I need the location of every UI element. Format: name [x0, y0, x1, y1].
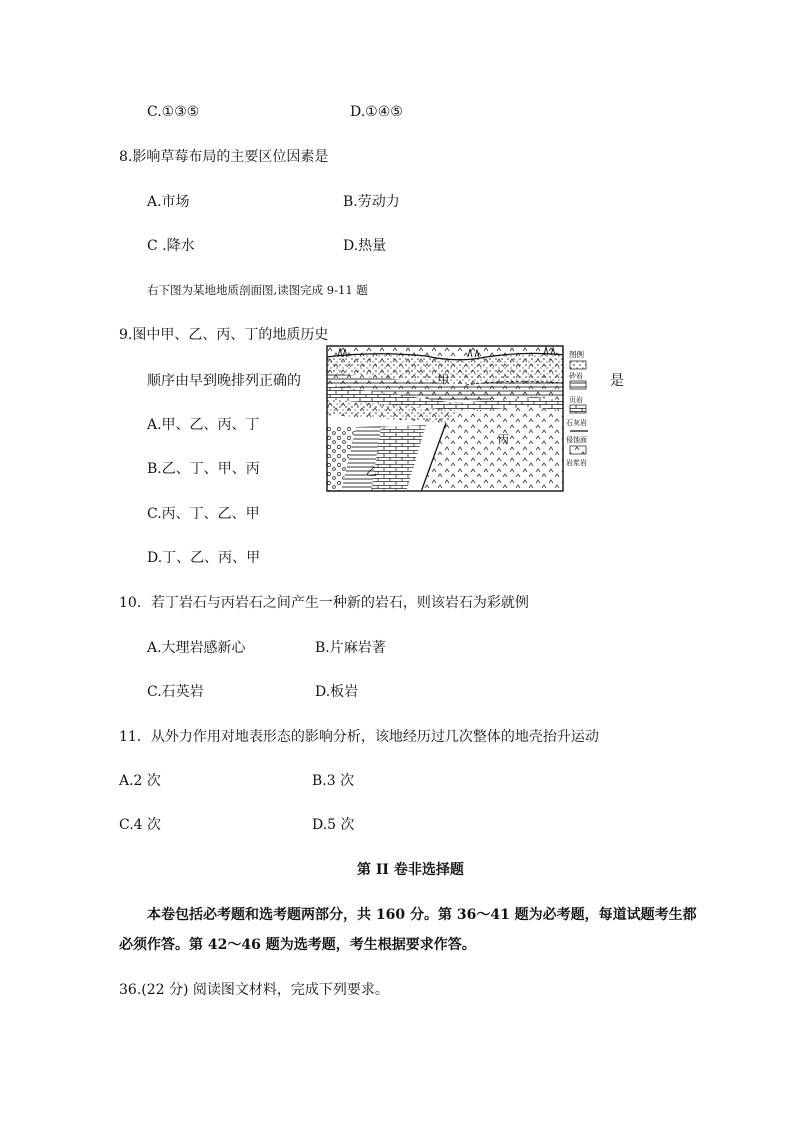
- q9-option-a: A.甲、乙、丙、丁: [147, 417, 260, 433]
- legend-limestone: 石灰岩: [566, 419, 587, 427]
- q10-option-a: A.大理岩感新心: [147, 640, 246, 656]
- section-description-line1: 本卷包括必考题和选考题两部分，共 160 分。第 36～41 题为必考题，每道试题考生都: [147, 907, 697, 923]
- section-title: 第 II 卷非选择题: [357, 862, 464, 878]
- geological-cross-section-diagram: [326, 345, 609, 492]
- legend-erosion-surface: 侵蚀面: [566, 436, 587, 444]
- q9-stem-end: 是: [610, 373, 624, 389]
- q10-option-d: D.板岩: [315, 684, 359, 700]
- q9-option-d: D.丁、乙、丙、甲: [147, 550, 261, 566]
- legend: [566, 349, 588, 467]
- q11-option-b: B.3 次: [312, 773, 355, 789]
- q7-option-d: D.①④⑤: [350, 104, 403, 120]
- q9-stem-line1: 9.图中甲、乙、丙、丁的地质历史: [119, 327, 329, 343]
- q7-option-c: C.①③⑤: [147, 104, 200, 120]
- q10-option-c: C.石英岩: [147, 684, 204, 700]
- q9-stem-line2: 顺序由早到晚排列正确的: [147, 373, 301, 389]
- legend-magmatic-rock: 岩浆岩: [566, 459, 587, 467]
- q10-option-b: B.片麻岩著: [315, 640, 386, 656]
- q11-option-d: D.5 次: [312, 817, 355, 833]
- section-body: [326, 345, 566, 492]
- legend-shale: 页岩: [569, 396, 583, 404]
- q8-option-d: D.热量: [343, 238, 387, 254]
- q11-stem: 11．从外力作用对地表形态的影响分析，该地经历过几次整体的地壳抬升运动: [119, 729, 599, 745]
- legend-title: 图例: [569, 350, 584, 359]
- q11-option-c: C.4 次: [119, 817, 162, 833]
- q9-option-c: C.丙、丁、乙、甲: [147, 506, 260, 522]
- q8-option-a: A.市场: [147, 194, 190, 210]
- q11-option-a: A.2 次: [119, 773, 161, 789]
- q9-option-b: B.乙、丁、甲、丙: [147, 461, 260, 477]
- label-jia: 甲: [438, 373, 449, 386]
- label-yi: 乙: [366, 465, 377, 478]
- q8-option-b: B.劳动力: [343, 194, 400, 210]
- q36-stem: 36.(22 分) 阅读图文材料，完成下列要求。: [119, 982, 389, 998]
- legend-sandstone: 砂岩: [569, 372, 583, 380]
- section-description-line2: 必须作答。第 42～46 题为选考题，考生根据要求作答。: [119, 937, 476, 953]
- q8-stem: 8.影响草莓布局的主要区位因素是: [119, 149, 329, 165]
- q10-stem: 10．若丁岩石与丙岩石之间产生一种新的岩石，则该岩石为彩就例: [119, 595, 529, 611]
- q8-option-c: C .降水: [147, 238, 195, 254]
- diagram-intro: 右下图为某地地质剖面图,读图完成 9-11 题: [147, 283, 368, 297]
- label-bing: 丙: [498, 433, 509, 446]
